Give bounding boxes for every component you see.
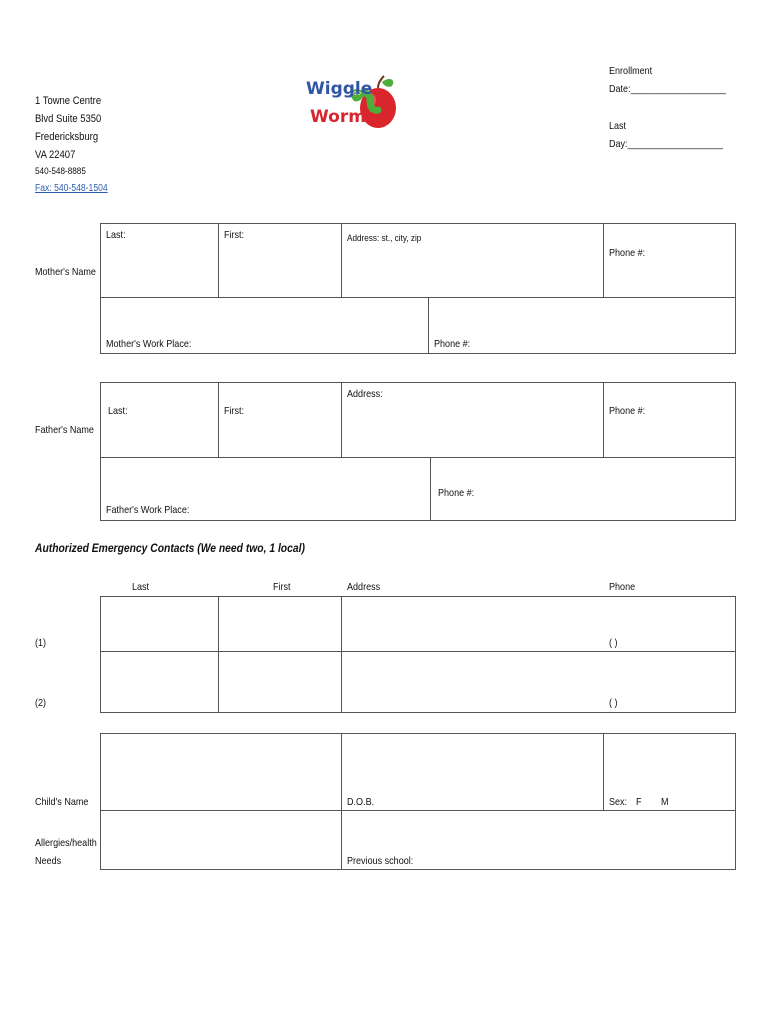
child-sex-label: Sex: (609, 796, 628, 808)
mother-last-name-field[interactable]: Last: (106, 229, 126, 241)
child-name-label: Child's Name (35, 796, 89, 808)
center-phone: 540-548-8885 (35, 166, 86, 177)
wiggle-worms-logo (304, 70, 400, 132)
father-phone-field[interactable]: Phone #: (609, 405, 646, 417)
enrollment-date-field[interactable]: Date:___________________ (609, 83, 727, 95)
emergency-row-2-label: (2) (35, 697, 47, 709)
address-line-4: VA 22407 (35, 149, 76, 161)
address-line-1: 1 Towne Centre (35, 95, 102, 107)
child-sex-option-f[interactable]: F (636, 796, 642, 808)
emergency-header-address: Address (347, 581, 381, 593)
address-line-3: Fredericksburg (35, 131, 99, 143)
father-work-place-field[interactable]: Father's Work Place: (106, 504, 190, 516)
mother-address-field[interactable]: Address: st., city, zip (347, 233, 422, 244)
enrollment-label: Enrollment (609, 65, 653, 77)
emergency-contacts-table (100, 596, 736, 713)
center-fax-link[interactable]: Fax: 540-548-1504 (35, 183, 108, 194)
logo-word-wiggle: Wiggle (306, 79, 373, 99)
last-day-label: Last (609, 120, 627, 132)
emergency-row-1-phone[interactable]: ( ) (609, 637, 618, 649)
mother-name-row-label: Mother's Name (35, 266, 96, 278)
father-first-name-field[interactable]: First: (224, 405, 245, 417)
father-last-name-field[interactable]: Last: (108, 405, 128, 417)
emergency-contacts-title: Authorized Emergency Contacts (We need two, 1 local) (35, 541, 305, 555)
father-address-field[interactable]: Address: (347, 388, 383, 400)
address-line-2: Blvd Suite 5350 (35, 113, 102, 125)
center-address (35, 92, 112, 164)
emergency-header-last: Last (132, 581, 150, 593)
previous-school-field[interactable]: Previous school: (347, 855, 414, 867)
mother-phone-field[interactable]: Phone #: (609, 247, 646, 259)
mother-work-place-field[interactable]: Mother's Work Place: (106, 338, 192, 350)
child-dob-field[interactable]: D.O.B. (347, 796, 375, 808)
emergency-header-phone: Phone (609, 581, 636, 593)
allergies-label-line-2: Needs (35, 855, 62, 867)
father-name-row-label: Father's Name (35, 424, 94, 436)
emergency-row-1-label: (1) (35, 637, 47, 649)
mother-first-name-field[interactable]: First: (224, 229, 245, 241)
allergies-label-line-1: Allergies/health (35, 837, 97, 849)
emergency-row-2-phone[interactable]: ( ) (609, 697, 618, 709)
mother-work-phone-field[interactable]: Phone #: (434, 338, 471, 350)
emergency-header-first: First (273, 581, 291, 593)
child-sex-option-m[interactable]: M (661, 796, 669, 808)
father-info-table (100, 382, 736, 521)
father-work-phone-field[interactable]: Phone #: (438, 487, 475, 499)
last-day-field[interactable]: Day:___________________ (609, 138, 723, 150)
logo-word-worms: Worms (310, 107, 377, 127)
